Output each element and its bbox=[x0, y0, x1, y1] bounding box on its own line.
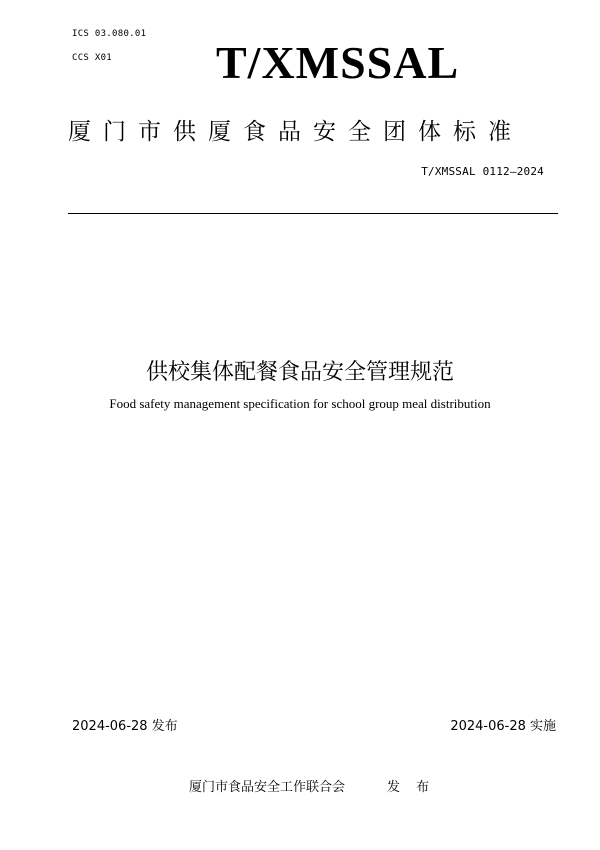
ccs-code: CCS X01 bbox=[72, 53, 113, 63]
document-title-chinese: 供校集体配餐食品安全管理规范 bbox=[145, 360, 454, 385]
publisher-name: 厦门市食品安全工作联合会 bbox=[189, 780, 346, 795]
organization-standard-title: 厦门市供厦食品安全团体标准 bbox=[68, 119, 523, 145]
document-title-english: Food safety management specification for school group meal distribution bbox=[109, 396, 491, 411]
standard-logo-text: T/XMSSAL bbox=[216, 37, 460, 88]
release-date: 2024-06-28 发布 bbox=[72, 719, 178, 734]
standard-number: T/XMSSAL 0112—2024 bbox=[421, 165, 544, 178]
implementation-date: 2024-06-28 实施 bbox=[450, 719, 556, 734]
ics-code: ICS 03.080.01 bbox=[72, 29, 147, 39]
header-divider bbox=[68, 213, 558, 214]
publish-label: 发 布 bbox=[387, 780, 436, 795]
